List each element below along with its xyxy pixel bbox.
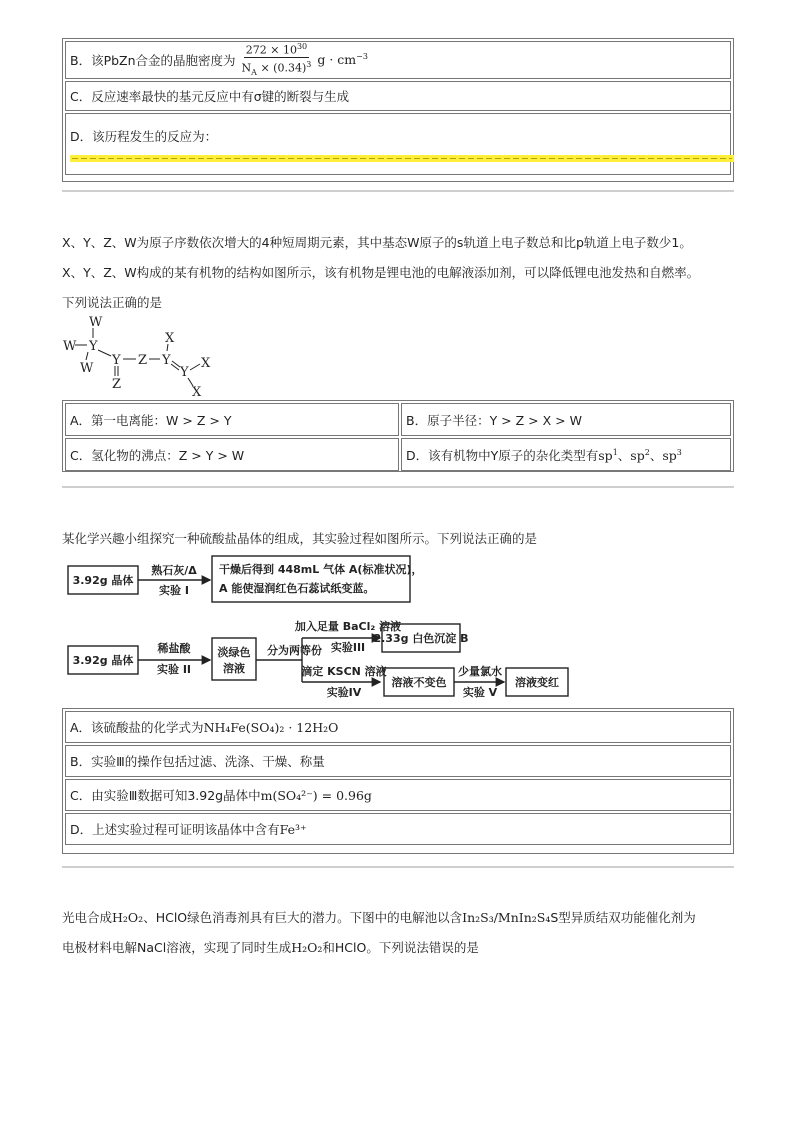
q2-hybridization-formula: $sp^1$、$sp^2$、$sp^3$: [598, 447, 682, 463]
svg-text:X: X: [192, 385, 202, 400]
q3-option-b[interactable]: B．实验Ⅲ的操作包括过滤、洗涤、干燥、称量: [65, 745, 731, 777]
q3-option-d[interactable]: D．上述实验过程可证明该晶体中含有 Fe³⁺: [65, 813, 731, 845]
q2-molecule-structure: [60, 312, 230, 400]
q1-density-fraction: $\frac{272 \times 10^{30}}{N_A \times (0.34)^3}$: [241, 41, 312, 78]
q2-stem-line3: 下列说法正确的是: [62, 295, 163, 310]
q4-stem-line1: 光电合成H₂O₂、HClO绿色消毒剂具有巨大的潜力。下图中的电解池以含In₂S₃/MnIn₂S₄S型异质结双功能催化剂为: [62, 910, 696, 925]
svg-text:实验III: 实验III: [330, 641, 366, 654]
svg-text:Y: Y: [180, 365, 189, 380]
q1-option-d[interactable]: [65, 113, 731, 175]
q4-stem-line2: 电极材料电解NaCl溶液，实现了同时生成H₂O₂和HClO。下列说法错误的是: [62, 940, 479, 955]
svg-text:实验 V: 实验 V: [462, 686, 498, 699]
q1-options-table: [62, 38, 734, 182]
svg-text:X: X: [165, 331, 175, 346]
q2-stem-line2: X、Y、Z、W构成的某有机物的结构如图所示，该有机物是锂电池的电解液添加剂，可以降低锂电池发热和自燃率。: [62, 265, 700, 280]
svg-text:溶液变红: 溶液变红: [515, 676, 559, 689]
q2-option-d[interactable]: D．该有机物中Y原子的杂化类型有 $sp^1$、$sp^2$、$sp^3$: [401, 438, 731, 471]
q3-option-a-formula: NH₄Fe(SO₄)₂ · 12H₂O: [203, 719, 339, 735]
svg-text:Y: Y: [89, 339, 98, 354]
svg-text:溶液不变色: 溶液不变色: [391, 676, 447, 689]
svg-text:熟石灰/Δ: 熟石灰/Δ: [151, 564, 197, 577]
svg-text:X: X: [201, 356, 211, 371]
svg-text:Y: Y: [162, 353, 171, 368]
q3-option-a[interactable]: A．该硫酸盐的化学式为 NH₄Fe(SO₄)₂ · 12H₂O: [65, 711, 731, 743]
q1-option-b[interactable]: [65, 41, 731, 79]
svg-text:溶液: 溶液: [223, 662, 245, 675]
svg-text:干燥后得到 448mL 气体 A(标准状况)，: 干燥后得到 448mL 气体 A(标准状况)，: [219, 563, 423, 576]
q3-stem: 某化学兴趣小组探究一种硫酸盐晶体的组成，其实验过程如图所示。下列说法正确的是: [62, 531, 538, 546]
svg-text:W: W: [63, 339, 77, 354]
svg-text:2.33g 白色沉淀 B: 2.33g 白色沉淀 B: [373, 632, 469, 645]
svg-text:Z: Z: [138, 353, 148, 368]
q3-option-d-formula: Fe³⁺: [279, 821, 307, 837]
svg-text:A 能使湿润红色石蕊试纸变蓝。: A 能使湿润红色石蕊试纸变蓝。: [219, 582, 375, 595]
q1-option-d-text: D．该历程发生的反应为：: [70, 128, 218, 144]
q1-option-b-text: B．该PbZn合金的晶胞密度为: [70, 53, 236, 68]
q3-options-table: [62, 708, 734, 854]
svg-text:滴定 KSCN 溶液: 滴定 KSCN 溶液: [301, 665, 387, 678]
svg-text:W: W: [80, 361, 94, 376]
separator: [62, 190, 734, 192]
svg-text:分为两等份: 分为两等份: [267, 644, 322, 657]
q1-density-unit: $g \cdot cm^{-3}$: [317, 52, 368, 68]
q2-option-b[interactable]: B．原子半径：Y > Z > X > W: [401, 403, 731, 436]
svg-text:W: W: [89, 315, 103, 330]
svg-text:稀盐酸: 稀盐酸: [157, 642, 191, 655]
separator: [62, 486, 734, 488]
svg-text:实验 I: 实验 I: [159, 584, 189, 597]
svg-text:Z: Z: [112, 377, 122, 392]
q3-experiment-flowchart: [62, 552, 742, 702]
q2-option-c[interactable]: C．氢化物的沸点：Z > Y > W: [65, 438, 399, 471]
separator: [62, 866, 734, 868]
svg-text:实验IV: 实验IV: [326, 686, 362, 699]
q1-option-c-text: C．反应速率最快的基元反应中有σ键的断裂与生成: [70, 89, 350, 104]
svg-text:淡绿色: 淡绿色: [217, 646, 251, 659]
svg-text:3.92g 晶体: 3.92g 晶体: [72, 654, 134, 667]
q1-option-c[interactable]: [65, 81, 731, 111]
svg-text:3.92g 晶体: 3.92g 晶体: [72, 574, 134, 587]
svg-text:加入足量 BaCl₂ 溶液: 加入足量 BaCl₂ 溶液: [294, 620, 402, 633]
q2-stem-line1: X、Y、Z、W为原子序数依次增大的4种短周期元素，其中基态W原子的s轨道上电子数总和比p轨道上电子数少1。: [62, 235, 692, 250]
svg-text:实验 II: 实验 II: [156, 663, 192, 676]
q2-options-table: [62, 400, 734, 472]
svg-text:少量氯水: 少量氯水: [458, 665, 502, 678]
svg-text:Y: Y: [112, 353, 121, 368]
q3-option-c-formula: m(SO₄²⁻) = 0.96g: [260, 787, 372, 803]
q1-option-d-formula-highlight: [70, 155, 734, 162]
q3-option-c[interactable]: C．由实验Ⅲ数据可知3.92g晶体中 m(SO₄²⁻) = 0.96g: [65, 779, 731, 811]
q2-option-a[interactable]: A．第一电离能：W > Z > Y: [65, 403, 399, 436]
